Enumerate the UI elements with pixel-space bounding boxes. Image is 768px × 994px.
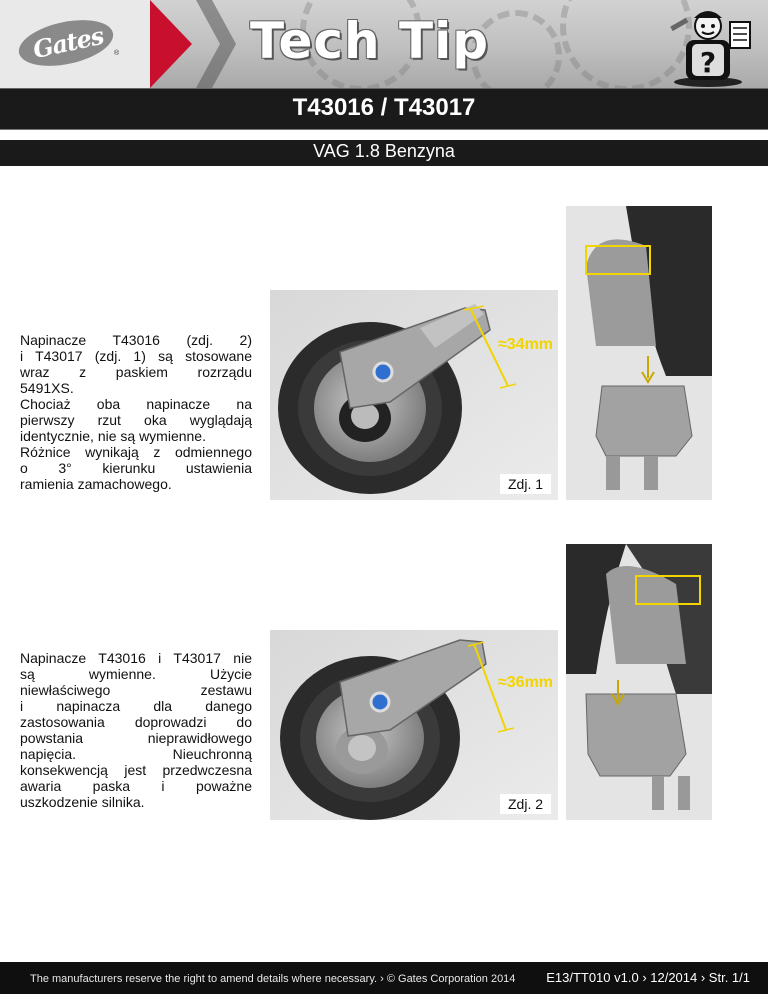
paragraph-line: wraz z paskiem rozrządu xyxy=(20,364,252,380)
paragraph-line: awaria paska i poważne xyxy=(20,778,252,794)
paragraph-line: Chociaż oba napinacze na xyxy=(20,396,252,412)
header-banner xyxy=(0,0,768,88)
svg-text:?: ? xyxy=(699,46,717,79)
paragraph-line: identycznie, nie są wymienne. xyxy=(20,428,206,444)
photo-caption-2: Zdj. 2 xyxy=(500,794,551,814)
paragraph-line: uszkodzenie silnika. xyxy=(20,794,145,810)
paragraph-line: zastosowania doprowadzi do xyxy=(20,714,252,730)
paragraph-line: Napinacze T43016 (zdj. 2) xyxy=(20,332,252,348)
measurement-label-1: ≈34mm xyxy=(498,336,554,353)
paragraph-line: niewłaściwego zestawu xyxy=(20,682,252,698)
paragraph-line: są wymienne. Użycie xyxy=(20,666,252,682)
paragraph-line: ramienia zamachowego. xyxy=(20,476,172,492)
paragraph-line: i T43017 (zdj. 1) są stosowane xyxy=(20,348,252,364)
tensioner-photo-1 xyxy=(270,290,558,500)
tensioner-detail-photo-1 xyxy=(566,206,712,500)
paragraph-line: Napinacze T43016 i T43017 nie xyxy=(20,650,252,666)
mechanic-mascot-icon xyxy=(660,4,760,88)
footer-disclaimer: The manufacturers reserve the right to amend details where necessary. › © Gates Corporation 2014 xyxy=(30,973,516,985)
description-paragraph-2 xyxy=(20,650,252,810)
grey-chevron-icon xyxy=(196,0,236,88)
tensioner-detail-photo-2 xyxy=(566,544,712,820)
tensioner-photo-2 xyxy=(270,630,558,820)
paragraph-line: o 3° kierunku ustawienia xyxy=(20,460,252,476)
paragraph-line: pierwszy rzut oka wyglądają xyxy=(20,412,252,428)
paragraph-line: 5491XS. xyxy=(20,380,74,396)
paragraph-line: powstania nieprawidłowego xyxy=(20,730,252,746)
registered-mark: ® xyxy=(114,50,120,57)
paragraph-line: i napinacza dla danego xyxy=(20,698,252,714)
section-title: Tech Tip xyxy=(250,12,490,70)
red-chevron-icon xyxy=(150,0,192,88)
paragraph-line: Różnice wynikają z odmiennego xyxy=(20,444,252,460)
paragraph-line: konsekwencją jest przedwczesna xyxy=(20,762,252,778)
photo-caption-1: Zdj. 1 xyxy=(500,474,551,494)
page-subtitle: VAG 1.8 Benzyna xyxy=(313,141,455,161)
paragraph-line: napięcia. Nieuchronną xyxy=(20,746,252,762)
description-paragraph-1 xyxy=(20,332,252,492)
footer-reference: E13/TT010 v1.0 › 12/2014 › Str. 1/1 xyxy=(546,970,750,985)
measurement-label-2: ≈36mm xyxy=(498,674,554,691)
logo-area xyxy=(0,0,150,88)
brand-logo-text: Gates xyxy=(30,20,106,65)
page-title: T43016 / T43017 xyxy=(292,94,476,121)
